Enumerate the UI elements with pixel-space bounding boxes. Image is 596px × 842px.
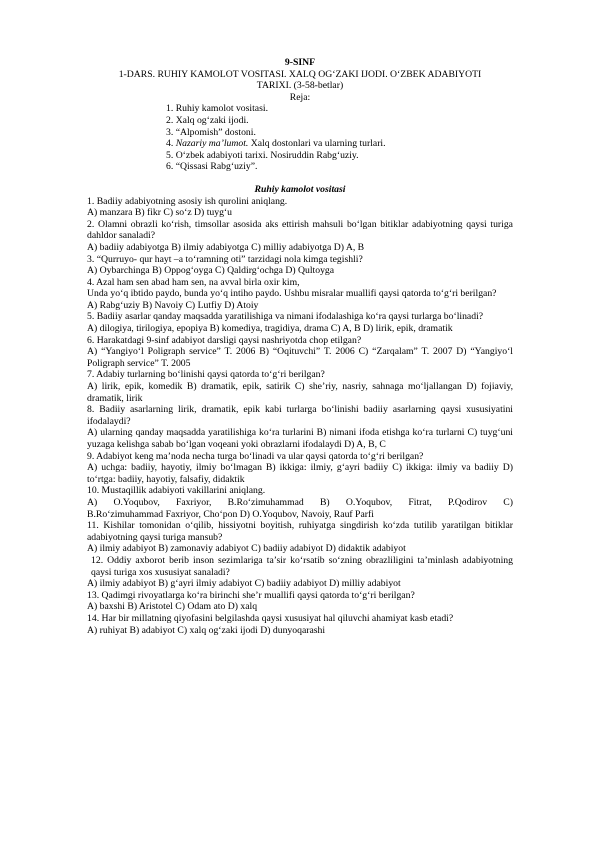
question-item: [87, 277, 513, 312]
reja-item-text: Xalq og‘zaki ijodi.: [175, 114, 249, 126]
question-text: 13. Qadimgi rivoyatlarga ko‘ra birinchi she’r muallifi qaysi qatorda to‘g‘ri berilgan?: [87, 589, 415, 601]
reja-item: [166, 138, 513, 150]
question-item: [87, 196, 513, 219]
reja-item: [166, 103, 513, 115]
question-text: 5. Badiiy asarlar qanday maqsadda yaratilishiga va nimani ifodalashiga ko‘ra qaysi turlarga bo‘linadi?: [87, 311, 484, 323]
reja-item: [166, 115, 513, 127]
lesson-title-line-2: TARIXI. (3-58-betlar): [256, 80, 344, 92]
question-item: [87, 311, 513, 334]
reja-item-italic-text: Nazariy ma’lumot.: [175, 138, 249, 150]
question-text: 9. Adabiyot keng ma’noda necha turga bo‘linadi va ular qaysi qatorda to‘g‘ri berilgan?: [87, 450, 424, 462]
answer-options: A) badiiy adabiyotga B) ilmiy adabiyotga C) milliy adabiyotga D) A, B: [87, 241, 365, 253]
reja-label: Reja:: [289, 91, 311, 103]
question-item: [87, 520, 513, 555]
lesson-title-line-1: 1-DARS. RUHIY KAMOLOT VOSITASI. XALQ OG‘ZAKI IJODI. O‘ZBEK ADABIYOTI: [118, 68, 482, 80]
answer-options: A) lirik, epik, komedik B) dramatik, epik, satirik C) she’riy, nasriy, sahnaga mo‘ljallangan D) fojiaviy, dramatik, lirik: [87, 381, 513, 404]
question-item: [87, 369, 513, 404]
answer-options: A) ilmiy adabiyot B) zamonaviy adabiyot C) badiiy adabiyot D) didaktik adabiyot: [87, 543, 406, 555]
reja-item-number: 1.: [166, 103, 174, 115]
question-item: [87, 555, 513, 590]
section-title: Ruhiy kamolot vositasi: [254, 183, 346, 195]
answer-options: A) baxshi B) Aristotel C) Odam ato D) xalq: [87, 601, 258, 613]
reja-item-text: “Alpomish” dostoni.: [175, 126, 256, 138]
reja-item-number: 5.: [166, 149, 174, 161]
reja-item: [166, 161, 513, 173]
question-item: [87, 485, 513, 520]
reja-item-number: 3.: [166, 126, 174, 138]
question-item: [87, 613, 513, 636]
answer-options: A) Oybarchinga B) Oppog‘oyga C) Qaldirg‘ochga D) Qultoyga: [87, 265, 335, 277]
answer-options: A) uchga: badiiy, hayotiy, ilmiy bo‘lmagan B) ikkiga: ilmiy, g‘ayri badiiy C) ikkiga: ilmiy va badiiy D) to‘rtga: badiiy, hayotiy, falsafiy, didaktik: [87, 462, 513, 485]
question-text: 3. “Qurruyo- qur hayt –a to‘ramning oti” tarzidagi nola kimga tegishli?: [87, 253, 363, 265]
question-item: [87, 254, 513, 277]
answer-options: A) manzara B) fikr C) so‘z D) tuyg‘u: [87, 207, 232, 219]
question-text: 2. Olamni obrazli ko‘rish, timsollar asosida aks ettirish mahsuli bo‘lgan bitiklar adabiyotning qaysi turiga dahldor sanaladi?: [87, 218, 513, 242]
question-text: 8. Badiiy asarlarning lirik, dramatik, epik kabi turlarga bo‘linishi badiiy asarlarning qaysi xususiyatini ifodalaydi?: [87, 404, 513, 427]
question-text: 6. Harakatdagi 9-sinf adabiyot darsligi qaysi nashriyotda chop etilgan?: [87, 334, 362, 346]
reja-item-text: Ruhiy kamolot vositasi.: [175, 103, 268, 115]
document-content: [87, 57, 513, 636]
answer-options: A) dilogiya, tirilogiya, epopiya B) komediya, tragidiya, drama C) A, B D) lirik, epik, dramatik: [87, 323, 453, 335]
question-text: 4. Azal ham sen abad ham sen, na avval birla oxir kim, Unda yo‘q ibtido paydo, bunda yo‘q intiho paydo. Ushbu misralar muallifi qaysi qatorda to‘g‘ri berilgan?: [87, 276, 497, 300]
question-text: 14. Har bir millatning qiyofasini belgilashda qaysi xususiyat hal qiluvchi ahamiyat kasb etadi?: [87, 612, 454, 624]
reja-item-text: “Qissasi Rabg‘uziy”.: [175, 161, 258, 173]
question-list: [87, 196, 513, 637]
reja-item-text: O‘zbek adabiyoti tarixi. Nosiruddin Rabg‘uziy.: [175, 149, 359, 161]
answer-options: A) ilmiy adabiyot B) g‘ayri ilmiy adabiyot C) badiiy adabiyot D) milliy adabiyot: [87, 578, 401, 590]
reja-item-number: 6.: [166, 161, 174, 173]
answer-options-line-2: B.Ro‘zimuhammad Faxriyor, Cho‘pon D) O.Yoqubov, Navoiy, Rauf Parfi: [87, 508, 374, 520]
reja-item: [166, 150, 513, 162]
reja-list: [166, 103, 513, 173]
question-item: [87, 335, 513, 370]
question-item: [87, 451, 513, 486]
answer-options: A) ularning qanday maqsadda yaratilishiga ko‘ra turlarini B) nimani ifoda etishga ko‘ra turlarni C) tuyg‘uni yuzaga kelishga sabab bo‘lgan voqeani yoki obrazlarni ifodalaydi D) A, B, C: [87, 427, 513, 450]
reja-item: [166, 127, 513, 139]
reja-item-text: Xalq dostonlari va ularning turlari.: [248, 138, 386, 150]
question-item: [87, 590, 513, 613]
answer-options: A) ruhiyat B) adabiyot C) xalq og‘zaki ijodi D) dunyoqarashi: [87, 624, 326, 636]
question-item: [87, 219, 513, 254]
question-text: 11. Kishilar tomonidan o‘qilib, hissiyotni boyitish, ruhiyatga singdirish ko‘zda tutilib yaratilgan bitiklar adabiyotning qaysi turiga mansub?: [87, 520, 513, 543]
question-item: [87, 404, 513, 450]
question-text: 10. Mustaqillik adabiyoti vakillarini aniqlang.: [87, 485, 266, 497]
question-text: 12. Oddiy axborot berib inson sezimlariga ta’sir ko‘rsatib so‘zning obrazliligini ta’minlash adabiyotning qaysi turiga xos xususiyat sanaladi?: [91, 554, 513, 578]
answer-options-line-1: A) O.Yoqubov, Faxriyor, B.Ro‘zimuhammad B) O.Yoqubov, Fitrat, P.Qodirov C): [87, 496, 513, 508]
answer-options: A) “Yangiyo‘l Poligraph service” T. 2006 B) “Oqituvchi” T. 2006 C) “Zarqalam” T. 2007 D) “Yangiyo‘l Poligraph service” T. 2005: [87, 346, 513, 369]
reja-item-number: 2.: [166, 114, 174, 126]
question-text: 1. Badiiy adabiyotning asosiy ish qurolini aniqlang.: [87, 195, 288, 207]
answer-options: A) Rabg‘uziy B) Navoiy C) Lutfiy D) Atoiy: [87, 299, 259, 311]
reja-item-number: 4.: [166, 138, 174, 150]
lesson-title: [87, 69, 513, 92]
question-text: 7. Adabiy turlarning bo‘linishi qaysi qatorda to‘g‘ri berilgan?: [87, 369, 325, 381]
grade-heading: 9-SINF: [284, 57, 316, 68]
